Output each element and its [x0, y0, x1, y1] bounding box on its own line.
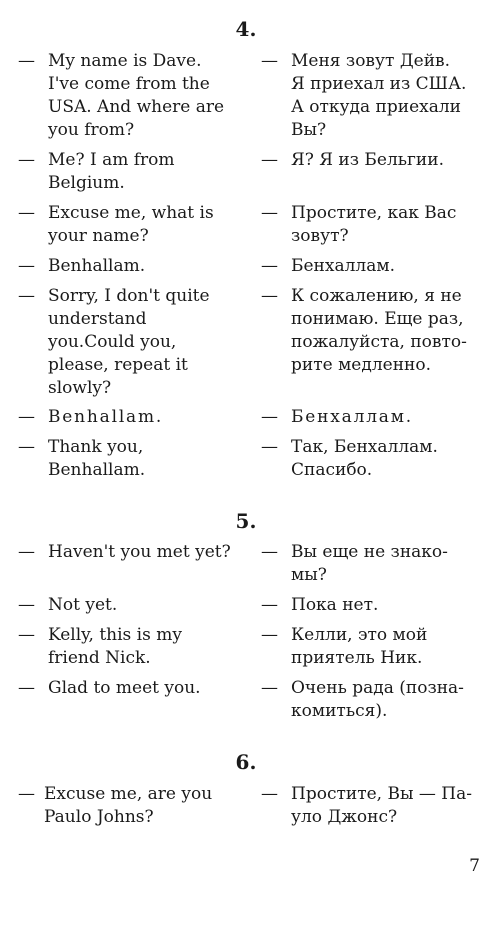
english-line: — My name is Dave. I've come from the USA. And where are you from? — [18, 51, 225, 140]
section-heading-6: 6. — [235, 750, 257, 774]
russian-line: — Вы еще не знако- мы? — [261, 542, 448, 585]
dash: — — [18, 150, 35, 170]
dash: — — [261, 542, 278, 562]
dash: — — [18, 286, 35, 306]
dash: — — [18, 625, 35, 645]
dash: — — [261, 437, 278, 457]
dash: — — [18, 437, 35, 457]
english-line: — Glad to meet you. — [18, 678, 201, 698]
english-line: — Thank you, Benhallam. — [18, 437, 146, 480]
dash: — — [261, 203, 278, 223]
russian-line: — Бенхаллам. — [261, 407, 413, 427]
russian-line: — Простите, как Вас зовут? — [261, 203, 457, 246]
dash: — — [18, 203, 35, 223]
russian-line: — Очень рада (позна- комиться). — [261, 678, 464, 721]
dash: — — [18, 784, 35, 804]
page-number: 7 — [469, 856, 480, 876]
english-line: — Me? I am from Belgium. — [18, 150, 175, 193]
russian-line: — Бенхаллам. — [261, 256, 395, 276]
dash: — — [261, 256, 278, 276]
english-line: — Benhallam. — [18, 256, 146, 276]
dash: — — [18, 542, 35, 562]
dash: — — [261, 625, 278, 645]
english-line: — Kelly, this is my friend Nick. — [18, 625, 182, 668]
section-heading-5: 5. — [235, 509, 257, 533]
english-line: — Not yet. — [18, 595, 118, 615]
dash: — — [261, 595, 278, 615]
russian-line: — Я? Я из Бельгии. — [261, 150, 444, 170]
russian-line: — Меня зовут Дейв. Я приехал из США. А откуда приехали Вы? — [261, 51, 467, 140]
english-line: — Sorry, I don't quite understand you.Could you, please, repeat it slowly? — [18, 286, 210, 398]
dash: — — [18, 595, 35, 615]
dash: — — [18, 678, 35, 698]
russian-line: — К сожалению, я не понимаю. Еще раз, пожалуйста, повто- рите медленно. — [261, 286, 467, 375]
dash: — — [18, 256, 35, 276]
section-heading-4: 4. — [235, 17, 257, 41]
dash: — — [261, 407, 278, 427]
dash: — — [261, 678, 278, 698]
english-line: — Excuse me, what is your name? — [18, 203, 214, 246]
english-line: — Benhallam. — [18, 407, 164, 427]
russian-line: — Пока нет. — [261, 595, 379, 615]
dash: — — [261, 51, 278, 71]
english-line: — Haven't you met yet? — [18, 542, 231, 562]
dash: — — [18, 407, 35, 427]
dash: — — [261, 784, 278, 804]
russian-line: — Келли, это мой приятель Ник. — [261, 625, 428, 668]
russian-line: — Так, Бенхаллам. Спасибо. — [261, 437, 438, 480]
russian-line: — Простите, Вы — Па- уло Джонс? — [261, 784, 473, 827]
dash: — — [18, 51, 35, 71]
dash: — — [261, 150, 278, 170]
dash: — — [261, 286, 278, 306]
english-line: — Excuse me, are you Paulo Johns? — [18, 784, 213, 827]
